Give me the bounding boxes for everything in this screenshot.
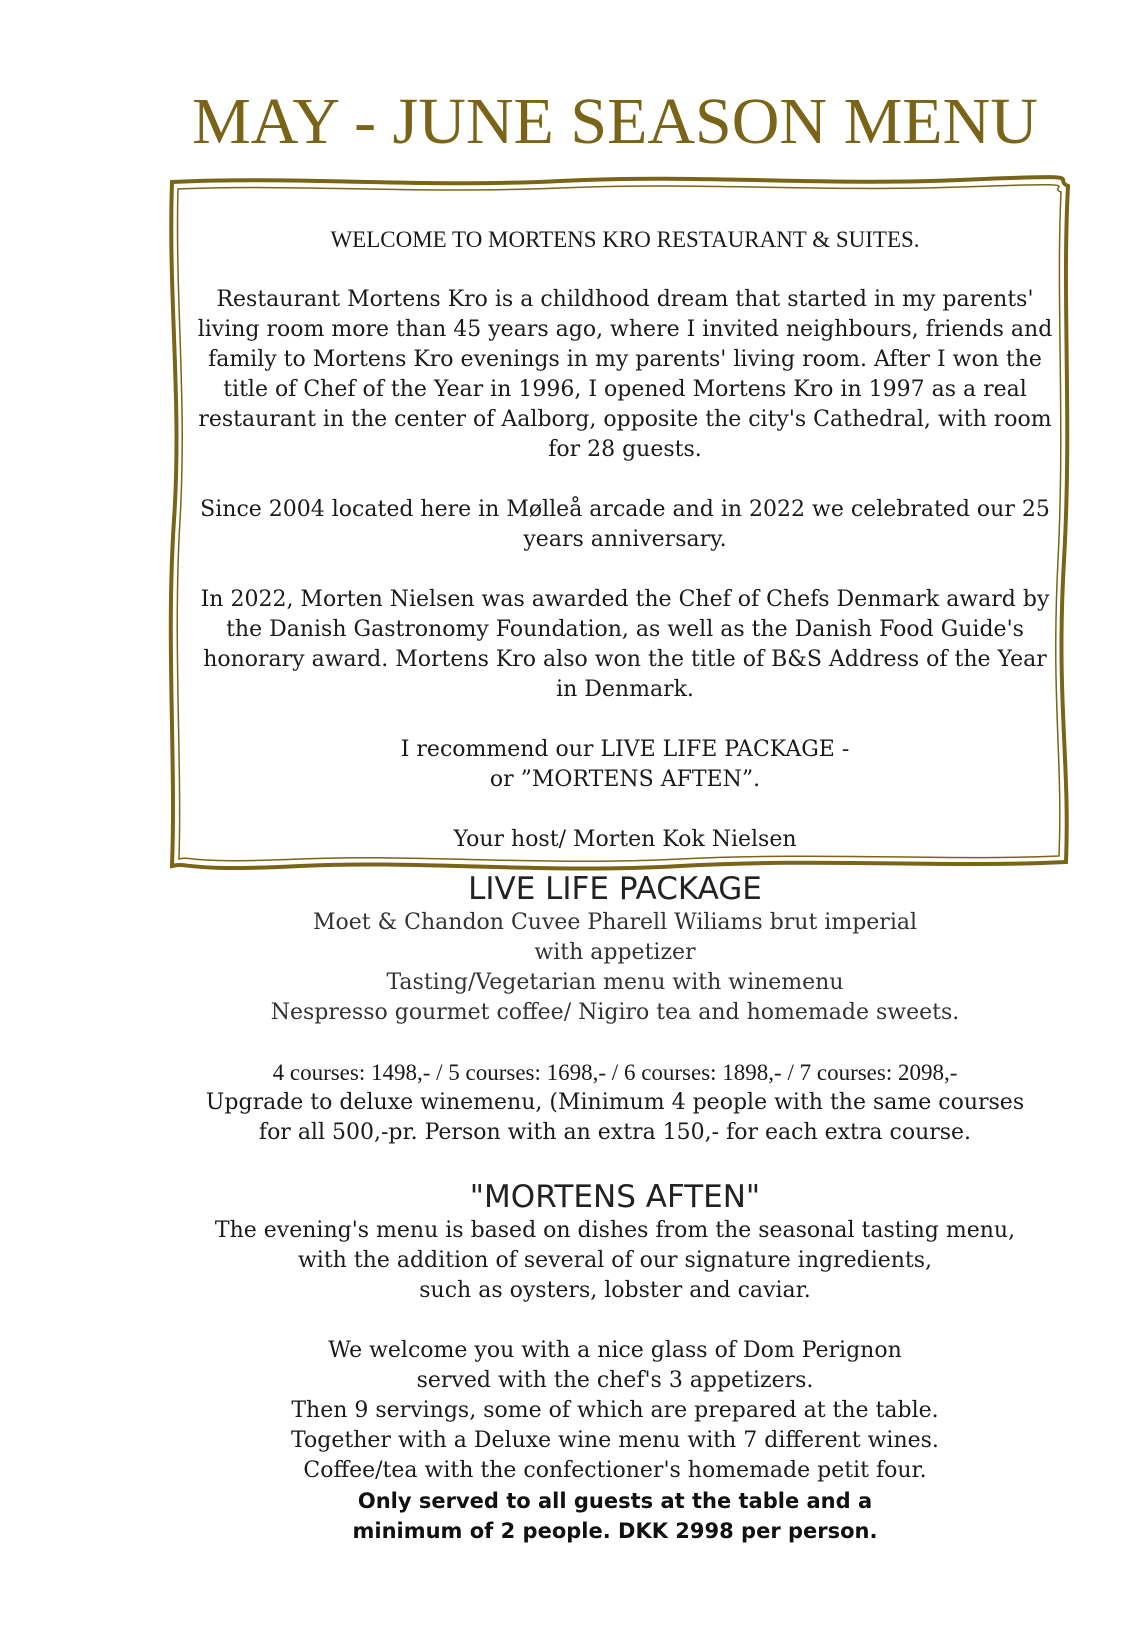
- live-life-line: Nespresso gourmet coffee/ Nigiro tea and homemade sweets.: [270, 1000, 960, 1025]
- page-title: MAY - JUNE SEASON MENU: [192, 85, 1038, 158]
- welcome-recommend-line-2: or ”MORTENS AFTEN”.: [489, 767, 761, 792]
- live-life-line: Tasting/Vegetarian menu with winemenu: [386, 970, 844, 995]
- mortens-aften-title: "MORTENS AFTEN": [469, 1179, 761, 1215]
- live-life-prices: 4 courses: 1498,- / 5 courses: 1698,- / 6 courses: 1898,- / 7 courses: 2098,-: [272, 1060, 958, 1085]
- welcome-heading: WELCOME TO MORTENS KRO RESTAURANT & SUITES.: [330, 227, 920, 252]
- live-life-title: LIVE LIFE PACKAGE: [468, 871, 762, 907]
- live-life-line: Moet & Chandon Cuvee Pharell Wiliams brut imperial: [312, 910, 918, 935]
- mortens-aften-note-line: Only served to all guests at the table and a: [357, 1489, 873, 1513]
- mortens-aften-intro-line: such as oysters, lobster and caviar.: [419, 1278, 811, 1303]
- mortens-aften-detail-line: We welcome you with a nice glass of Dom Perignon: [328, 1338, 902, 1363]
- welcome-paragraph-awards: In 2022, Morten Nielsen was awarded the Chef of Chefs Denmark award by the Danish Gastronomy Foundation, as well as the Danish Food Guide's honorary award. Mortens Kro also won the title of B&S Address of the Year in Denmark.: [200, 587, 1050, 702]
- mortens-aften-note-line: minimum of 2 people. DKK 2998 per person.: [352, 1519, 878, 1543]
- mortens-aften-section: [170, 1178, 1060, 1546]
- welcome-paragraph-location: Since 2004 located here in Mølleå arcade and in 2022 we celebrated our 25 years anniversary.: [200, 497, 1050, 552]
- mortens-aften-detail-line: Then 9 servings, some of which are prepared at the table.: [291, 1398, 939, 1423]
- mortens-aften-detail-line: Coffee/tea with the confectioner's homemade petit four.: [303, 1458, 927, 1483]
- welcome-paragraph-history: Restaurant Mortens Kro is a childhood dream that started in my parents' living room more than 45 years ago, where I invited neighbours, friends and family to Mortens Kro evenings in my parents' living room. After I won the title of Chef of the Year in 1996, I opened Mortens Kro in 1997 as a real restaurant in the center of Aalborg, opposite the city's Cathedral, with room for 28 guests.: [197, 287, 1053, 462]
- live-life-line: with appetizer: [534, 940, 696, 965]
- mortens-aften-detail-line: Together with a Deluxe wine menu with 7 different wines.: [291, 1428, 939, 1453]
- welcome-recommend-line-1: I recommend our LIVE LIFE PACKAGE -: [400, 737, 850, 762]
- welcome-box: [190, 225, 1060, 855]
- mortens-aften-intro-line: with the addition of several of our signature ingredients,: [297, 1248, 933, 1273]
- welcome-signature: Your host/ Morten Kok Nielsen: [453, 827, 797, 852]
- live-life-upgrade-line: for all 500,-pr. Person with an extra 150,- for each extra course.: [258, 1120, 972, 1145]
- mortens-aften-detail-line: served with the chef's 3 appetizers.: [416, 1368, 814, 1393]
- mortens-aften-intro-line: The evening's menu is based on dishes from the seasonal tasting menu,: [214, 1218, 1016, 1243]
- live-life-upgrade-line: Upgrade to deluxe winemenu, (Minimum 4 people with the same courses: [205, 1090, 1025, 1115]
- live-life-section: [170, 870, 1060, 1148]
